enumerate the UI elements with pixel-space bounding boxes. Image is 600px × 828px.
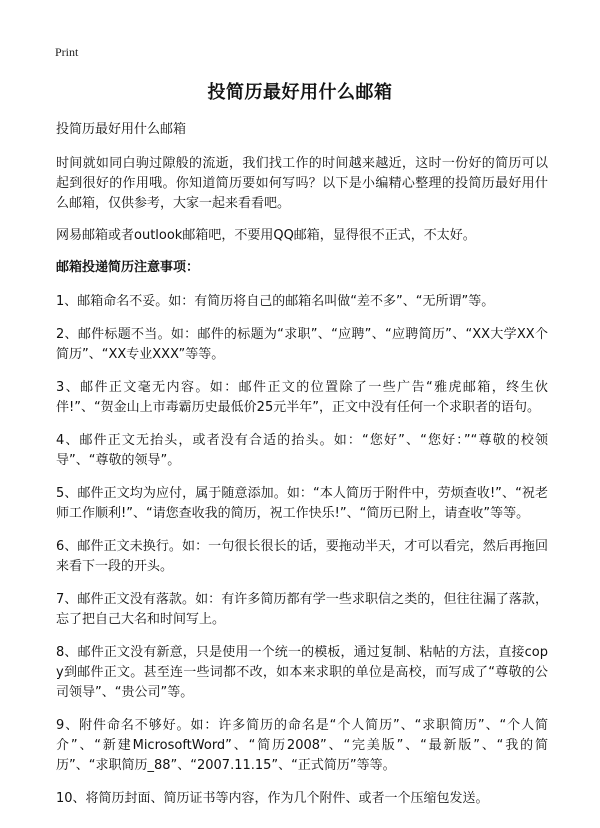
note-item: 9、附件命名不够好。如：许多简历的命名是“个人简历”、“求职简历”、“个人简介”、“新建MicrosoftWord”、“简历2008”、“完美版”、“最新版”、“我的简历”、“求职简历_88”、“2007.11.15”、“正式简历”等等。 <box>56 718 548 773</box>
note-item: 10、将简历封面、简历证书等内容，作为几个附件、或者一个压缩包发送。 <box>56 791 489 806</box>
note-item: 2、邮件标题不当。如：邮件的标题为“求职”、“应聘”、“应聘简历”、“XX大学XX个简历”、“XX专业XXX”等等。 <box>56 327 548 362</box>
intro-paragraph: 时间就如同白驹过隙般的流逝，我们找工作的时间越来越近，这时一份好的简历可以起到很好的作用哦。你知道简历要如何写吗？以下是小编精心整理的投简历最好用什么邮箱，仅供参考，大家一起来看看吧。 <box>56 156 548 211</box>
article-body <box>56 120 548 822</box>
note-item: 7、邮件正文没有落款。如：有许多简历都有学一些求职信之类的，但往往漏了落款，忘了把自己大名和时间写上。 <box>56 592 548 627</box>
print-label: Print <box>55 45 79 59</box>
note-item: 8、邮件正文没有新意，只是使用一个统一的模板，通过复制、粘帖的方法，直接copy到邮件正文。甚至连一些词都不改，如本来求职的单位是高校，而写成了“尊敬的公司领导”、“贵公司”等。 <box>56 645 548 700</box>
note-item: 3、邮件正文毫无内容。如：邮件正文的位置除了一些广告“雅虎邮箱，终生伙伴!”、“贺金山上市毒霸历史最低价25元半年”，正文中没有任何一个求职者的语句。 <box>56 380 548 415</box>
recommendation-paragraph: 网易邮箱或者outlook邮箱吧，不要用QQ邮箱，显得很不正式，不太好。 <box>56 228 476 243</box>
note-item: 6、邮件正文未换行。如：一句很长很长的话，要拖动半天，才可以看完，然后再拖回来看下一段的开头。 <box>56 539 548 574</box>
page-title: 投简历最好用什么邮箱 <box>207 82 393 103</box>
note-item: 1、邮箱命名不妥。如：有简历将自己的邮箱名叫做“差不多”、“无所谓”等。 <box>56 294 495 309</box>
notes-heading: 邮箱投递简历注意事项： <box>56 260 200 275</box>
article-subtitle: 投简历最好用什么邮箱 <box>56 122 187 137</box>
note-item: 4、邮件正文无抬头，或者没有合适的抬头。如：“您好”、“您好：”“尊敬的校领导”、“尊敬的领导”。 <box>56 433 548 468</box>
note-item: 5、邮件正文均为应付，属于随意添加。如：“本人简历于附件中，劳烦查收!”、“祝老师工作顺利!”、“请您查收我的简历，祝工作快乐!”、“简历已附上，请查收”等等。 <box>56 486 548 521</box>
